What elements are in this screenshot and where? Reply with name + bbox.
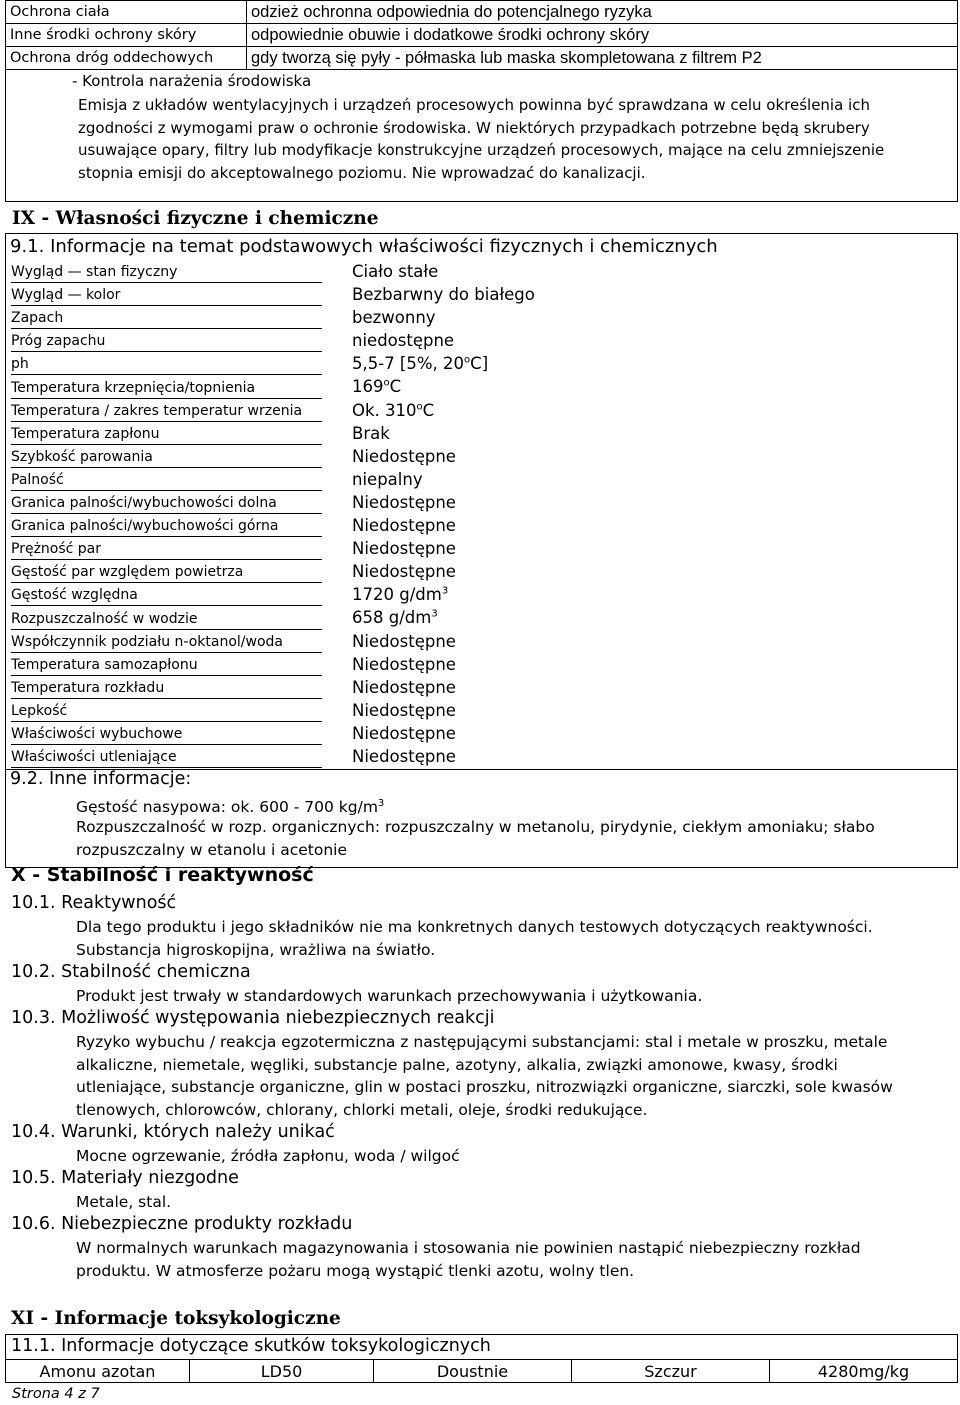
property-row [11, 468, 611, 491]
property-row [11, 329, 611, 352]
bulk-density-sup: 3 [377, 798, 385, 809]
property-label: Lepkość [11, 703, 316, 719]
property-value-text: Ok. 310 [352, 400, 417, 420]
property-row [11, 306, 611, 329]
property-row [11, 699, 611, 722]
property-value-sup: 3 [441, 585, 449, 597]
property-label: Współczynnik podziału n-oktanol/woda [11, 634, 316, 650]
property-value-text: 658 g/dm [352, 608, 432, 628]
page-footer: Strona 4 z 7 [12, 1386, 100, 1402]
section-11-title: XI - Informacje toksykologiczne [11, 1308, 341, 1329]
table-cell: Doustnie [374, 1360, 572, 1383]
subsection-10-6-text [76, 1237, 861, 1282]
subsection-10-5-title: 10.5. Materiały niezgodne [11, 1168, 239, 1188]
table-cell: 4280mg/kg [770, 1360, 958, 1383]
property-value-text: bezwonny [352, 308, 436, 328]
property-value [352, 608, 438, 627]
property-value-text: Ciało stałe [352, 262, 439, 281]
property-value-text: Niedostępne [352, 746, 456, 766]
property-label: Szybkość parowania [11, 449, 316, 465]
property-label: Temperatura krzepnięcia/topnienia [11, 380, 316, 396]
property-label: Granica palności/wybuchowości górna [11, 518, 316, 534]
property-value [352, 724, 456, 743]
property-value-sup: o [464, 354, 471, 366]
property-row [11, 283, 611, 306]
property-value [352, 585, 448, 604]
property-value-unit: C] [470, 354, 489, 374]
protection-value: odpowiednie obuwie i dodatkowe środki ochrony skóry [247, 24, 958, 47]
text-line: Mocne ogrzewanie, źródła zapłonu, woda / wilgoć [76, 1147, 460, 1165]
property-label: Wygląd — kolor [11, 287, 316, 303]
subsection-10-3-text [76, 1031, 893, 1122]
property-value-unit: C [389, 377, 402, 397]
property-label: Właściwości utleniające [11, 749, 316, 765]
text-line: Ryzyko wybuchu / reakcja egzotermiczna z następującymi substancjami: stal i metale w proszku, metale [76, 1033, 888, 1051]
property-value [352, 354, 488, 373]
table-row [6, 47, 958, 70]
property-value [352, 331, 454, 350]
protection-label: Ochrona dróg oddechowych [6, 47, 247, 70]
text-line: Rozpuszczalność w rozp. organicznych: rozpuszczalny w metanolu, pirydynie, ciekłym amoniaku; słabo [76, 818, 875, 836]
subsection-10-5-text [76, 1191, 171, 1214]
property-row [11, 630, 611, 653]
property-value-text: Niedostępne [352, 654, 456, 674]
property-value [352, 747, 456, 766]
property-value [352, 377, 401, 396]
property-label: Rozpuszczalność w wodzie [11, 611, 316, 627]
property-row [11, 722, 611, 745]
text-line: Metale, stal. [76, 1193, 172, 1211]
property-value-text: Niedostępne [352, 723, 456, 743]
property-row [11, 399, 611, 422]
property-value [352, 308, 436, 327]
property-value-text: Bezbarwny do białego [352, 285, 535, 305]
table-cell: Amonu azotan [6, 1360, 190, 1383]
property-value-text: 1720 g/dm [352, 585, 442, 605]
property-value-unit: C [422, 400, 435, 420]
property-row [11, 422, 611, 445]
property-value [352, 262, 438, 281]
property-label: Właściwości wybuchowe [11, 726, 316, 742]
environment-heading: - Kontrola narażenia środowiska [72, 72, 312, 90]
properties-list [11, 260, 611, 768]
property-row [11, 260, 611, 283]
subsection-10-1-text [76, 916, 873, 961]
text-line: alkaliczne, niemetale, węgliki, substancje palne, azotyny, alkalia, związki amonowe, kwasy, środki [76, 1055, 838, 1074]
property-label: ph [11, 356, 316, 372]
property-row [11, 352, 611, 375]
subsection-10-3-title: 10.3. Możliwość występowania niebezpiecznych reakcji [11, 1008, 495, 1028]
protection-value: odzież ochronna odpowiednia do potencjalnego ryzyka [247, 1, 958, 24]
property-value-sup: 3 [431, 608, 438, 620]
property-value [352, 678, 456, 697]
subsection-9-1-title: 9.1. Informacje na temat podstawowych właściwości fizycznych i chemicznych [10, 236, 718, 257]
table-cell: Szczur [572, 1360, 770, 1383]
text-line: rozpuszczalny w etanolu i acetonie [76, 840, 348, 859]
subsection-10-1-title: 10.1. Reaktywność [11, 893, 177, 913]
property-value-sup: o [383, 377, 390, 389]
property-value-text: Niedostępne [352, 677, 456, 697]
property-value-text: 5,5-7 [5%, 20 [352, 354, 465, 374]
property-value-text: Brak [352, 423, 390, 443]
text-line: Substancja higroskopijna, wrażliwa na światło. [76, 940, 436, 959]
property-label: Próg zapachu [11, 333, 316, 349]
property-value [352, 493, 456, 512]
section-10-title: X - Stabilność i reaktywność [11, 864, 314, 886]
property-value-text: Niedostępne [352, 539, 456, 559]
property-row [11, 745, 611, 768]
text-line: Dla tego produktu i jego składników nie ma konkretnych danych testowych dotyczących reaktywności. [76, 918, 873, 936]
property-row [11, 606, 611, 629]
property-label: Zapach [11, 310, 316, 326]
property-value [352, 285, 535, 304]
property-value [352, 701, 456, 720]
property-label: Temperatura samozapłonu [11, 657, 316, 673]
protection-table [5, 0, 958, 70]
text-line: utleniające, substancje organiczne, glin w postaci proszku, nitrozwiązki organiczne, siarczki, sole kwasów [76, 1078, 893, 1097]
property-row [11, 491, 611, 514]
property-value [352, 401, 434, 420]
environment-text [78, 94, 940, 185]
property-value-text: Niedostępne [352, 492, 456, 512]
table-row [6, 1360, 958, 1383]
text-line: usuwające opary, filtry lub modyfikacje konstrukcyjne urządzeń procesowych, mające na celu zmniejszenie [78, 141, 885, 160]
subsection-10-4-title: 10.4. Warunki, których należy unikać [11, 1122, 335, 1142]
table-row [6, 1, 958, 24]
toxicology-table [5, 1359, 958, 1383]
other-info-frame [5, 766, 958, 868]
property-value [352, 447, 456, 466]
property-value [352, 655, 456, 674]
property-value-text: Niedostępne [352, 700, 456, 720]
text-line: produktu. W atmosferze pożaru mogą wystąpić tlenki azotu, wolny tlen. [76, 1261, 635, 1280]
property-value [352, 562, 456, 581]
property-label: Temperatura / zakres temperatur wrzenia [11, 403, 316, 419]
property-label: Granica palności/wybuchowości dolna [11, 495, 316, 511]
subsection-11-1-title: 11.1. Informacje dotyczące skutków toksykologicznych [11, 1336, 491, 1356]
text-line: Emisja z układów wentylacyjnych i urządzeń procesowych powinna być sprawdzana w celu określenia ich [78, 96, 870, 114]
property-value [352, 539, 456, 558]
property-value [352, 516, 456, 535]
property-row [11, 445, 611, 468]
property-label: Temperatura zapłonu [11, 426, 316, 442]
property-label: Gęstość względna [11, 587, 316, 603]
text-line: Produkt jest trwały w standardowych warunkach przechowywania i użytkowania. [76, 987, 703, 1005]
protection-label: Inne środki ochrony skóry [6, 24, 247, 47]
text-line: W normalnych warunkach magazynowania i stosowania nie powinien nastąpić niebezpieczny rozkład [76, 1239, 861, 1257]
property-value-text: niedostępne [352, 331, 455, 351]
section-9-title: IX - Własności fizyczne i chemiczne [12, 208, 379, 229]
property-label: Prężność par [11, 541, 316, 557]
property-value-text: Niedostępne [352, 446, 456, 466]
property-row [11, 537, 611, 560]
property-value-text: Niedostępne [352, 631, 456, 651]
property-value [352, 424, 390, 443]
bulk-density-text: Gęstość nasypowa: ok. 600 - 700 kg/m [76, 798, 378, 817]
property-label: Gęstość par względem powietrza [11, 564, 316, 580]
property-value-sup: o [416, 401, 423, 413]
text-line: stopnia emisji do akceptowalnego poziomu. Nie wprowadzać do kanalizacji. [78, 164, 646, 183]
subsection-9-2-title: 9.2. Inne informacje: [10, 769, 192, 789]
property-row [11, 514, 611, 537]
subsection-10-2-title: 10.2. Stabilność chemiczna [11, 962, 251, 982]
text-line: tlenowych, chlorowców, chlorany, chlorki metali, oleje, środki redukujące. [76, 1101, 648, 1120]
property-value [352, 470, 423, 489]
protection-label: Ochrona ciała [6, 1, 247, 24]
subsection-10-6-title: 10.6. Niebezpieczne produkty rozkładu [11, 1214, 353, 1234]
property-label: Temperatura rozkładu [11, 680, 316, 696]
property-row [11, 375, 611, 398]
subsection-10-2-text [76, 985, 702, 1008]
property-row [11, 583, 611, 606]
property-row [11, 653, 611, 676]
table-row [6, 24, 958, 47]
property-row [11, 560, 611, 583]
protection-value: gdy tworzą się pyły - półmaska lub maska skompletowana z filtrem P2 [247, 47, 958, 70]
property-value-text: niepalny [352, 469, 423, 489]
text-line: zgodności z wymogami praw o ochronie środowiska. W niektórych przypadkach potrzebne będą skrubery [78, 118, 870, 137]
property-label: Palność [11, 472, 316, 488]
property-label: Wygląd — stan fizyczny [11, 264, 316, 280]
table-cell: LD50 [190, 1360, 374, 1383]
property-value-text: Niedostępne [352, 516, 456, 536]
property-value-text: Niedostępne [352, 562, 456, 582]
property-value-text: 169 [352, 377, 384, 397]
subsection-10-4-text [76, 1145, 460, 1168]
property-value [352, 632, 456, 651]
property-row [11, 676, 611, 699]
